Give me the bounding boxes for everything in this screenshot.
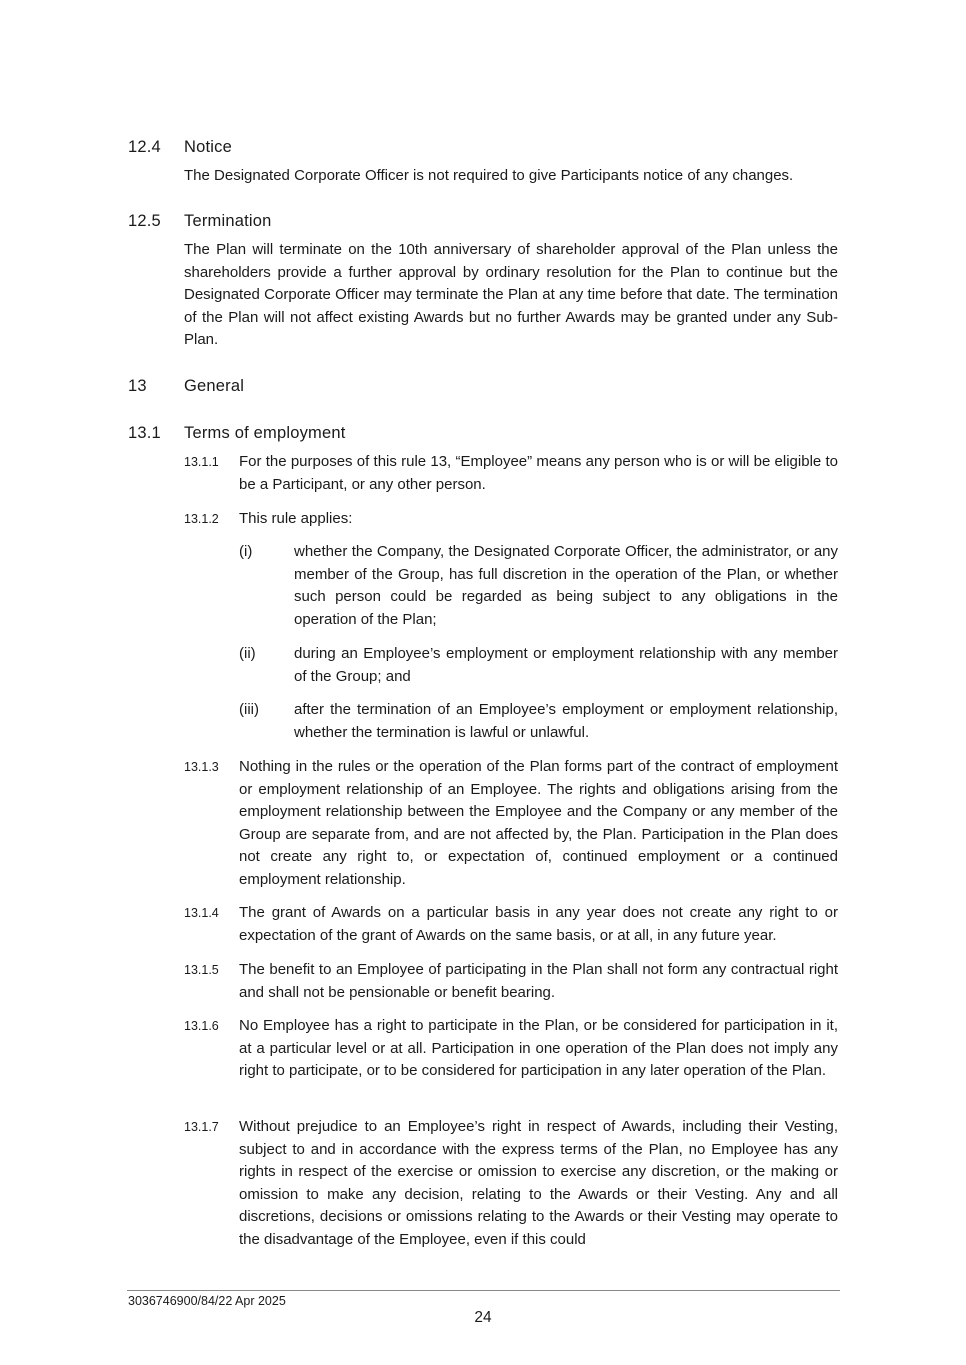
clause-text: This rule applies: bbox=[239, 510, 353, 527]
section-title: Termination bbox=[184, 212, 272, 230]
subclause-number: (ii) bbox=[239, 645, 256, 662]
clause-text: The grant of Awards on a particular basis in any year does not create any right to or expectation of the grant of Awards on the same basis, or at all, in any future year. bbox=[239, 904, 838, 944]
clause-number: 13.1.3 bbox=[184, 760, 219, 774]
section-text-12-5: The Plan will terminate on the 10th anniversary of shareholder approval of the Plan unless the shareholders provide a further approval by ordinary resolution for the Plan to continue but the Designated Corporate Officer may terminate the Plan at any time before that date. The termination of the Plan will not affect existing Awards but no further Awards may be granted under any Sub-Plan. bbox=[184, 241, 838, 349]
section-title: General bbox=[184, 377, 245, 395]
clause-number: 13.1.4 bbox=[184, 906, 219, 920]
section-text-12-4: The Designated Corporate Officer is not required to give Participants notice of any changes. bbox=[184, 167, 794, 184]
section-title: Notice bbox=[184, 138, 232, 156]
section-number: 13 bbox=[128, 377, 147, 395]
clause-13-1-6 bbox=[184, 1015, 838, 1083]
subclause-text: whether the Company, the Designated Corporate Officer, the administrator, or any member of the Group, has full discretion in the operation of the Plan, or whether such person could be regarded as being subject to any obligations in the operation of the Plan; bbox=[294, 543, 838, 628]
clause-13-1-4 bbox=[184, 902, 838, 947]
clause-number: 13.1.6 bbox=[184, 1019, 219, 1033]
subclause-ii bbox=[239, 643, 838, 688]
subclause-iii bbox=[239, 699, 838, 744]
clause-text: For the purposes of this rule 13, “Employee” means any person who is or will be eligible to be a Participant, or any other person. bbox=[239, 453, 838, 493]
subclause-text: during an Employee’s employment or employment relationship with any member of the Group; and bbox=[294, 645, 838, 685]
clause-13-1-3 bbox=[184, 756, 838, 892]
section-number: 13.1 bbox=[128, 424, 161, 442]
clause-13-1-7 bbox=[184, 1116, 838, 1252]
clause-text: Without prejudice to an Employee’s right in respect of Awards, including their Vesting, subject to and in accordance with the express terms of the Plan, no Employee has any rights in respect of the exercise or omission to exercise any discretion, or the making or omission to make any decision, relating to the Awards or their Vesting. Any and all discretions, decisions or omissions relating to the Awards or their Vesting may operate to the disadvantage of the Employee, even if this could bbox=[239, 1118, 838, 1248]
clause-13-1-2 bbox=[184, 508, 838, 531]
clause-text: Nothing in the rules or the operation of the Plan forms part of the contract of employment or employment relationship of an Employee. The rights and obligations arising from the employment relationship between the Employee and the Company or any member of the Group are separate from, and are not affected by, the Plan. Participation in the Plan does not create any right to, or expectation of, continued employment or a continued employment relationship. bbox=[239, 758, 838, 888]
subclause-number: (i) bbox=[239, 543, 253, 560]
section-number: 12.4 bbox=[128, 138, 161, 156]
clause-number: 13.1.1 bbox=[184, 455, 219, 469]
clause-number: 13.1.2 bbox=[184, 512, 219, 526]
section-title: Terms of employment bbox=[184, 424, 346, 442]
document-reference: 3036746900/84/22 Apr 2025 bbox=[128, 1294, 286, 1308]
clause-text: The benefit to an Employee of participating in the Plan shall not form any contractual right and shall not be pensionable or benefit bearing. bbox=[239, 961, 838, 1001]
section-number: 12.5 bbox=[128, 212, 161, 230]
clause-text: No Employee has a right to participate in the Plan, or be considered for participation in it, at a particular level or at all. Participation in one operation of the Plan does not imply any right to participate, or to be considered for participation in any later operation of the Plan. bbox=[239, 1017, 838, 1080]
clause-13-1-5 bbox=[184, 959, 838, 1004]
clause-number: 13.1.5 bbox=[184, 963, 219, 977]
page-number: 24 bbox=[474, 1309, 492, 1326]
subclause-text: after the termination of an Employee’s employment or employment relationship, whether the termination is lawful or unlawful. bbox=[294, 701, 838, 741]
subclause-number: (iii) bbox=[239, 701, 259, 718]
clause-13-1-1 bbox=[184, 451, 838, 496]
subclause-i bbox=[239, 541, 838, 631]
footer-divider bbox=[127, 1290, 840, 1291]
clause-number: 13.1.7 bbox=[184, 1120, 219, 1134]
